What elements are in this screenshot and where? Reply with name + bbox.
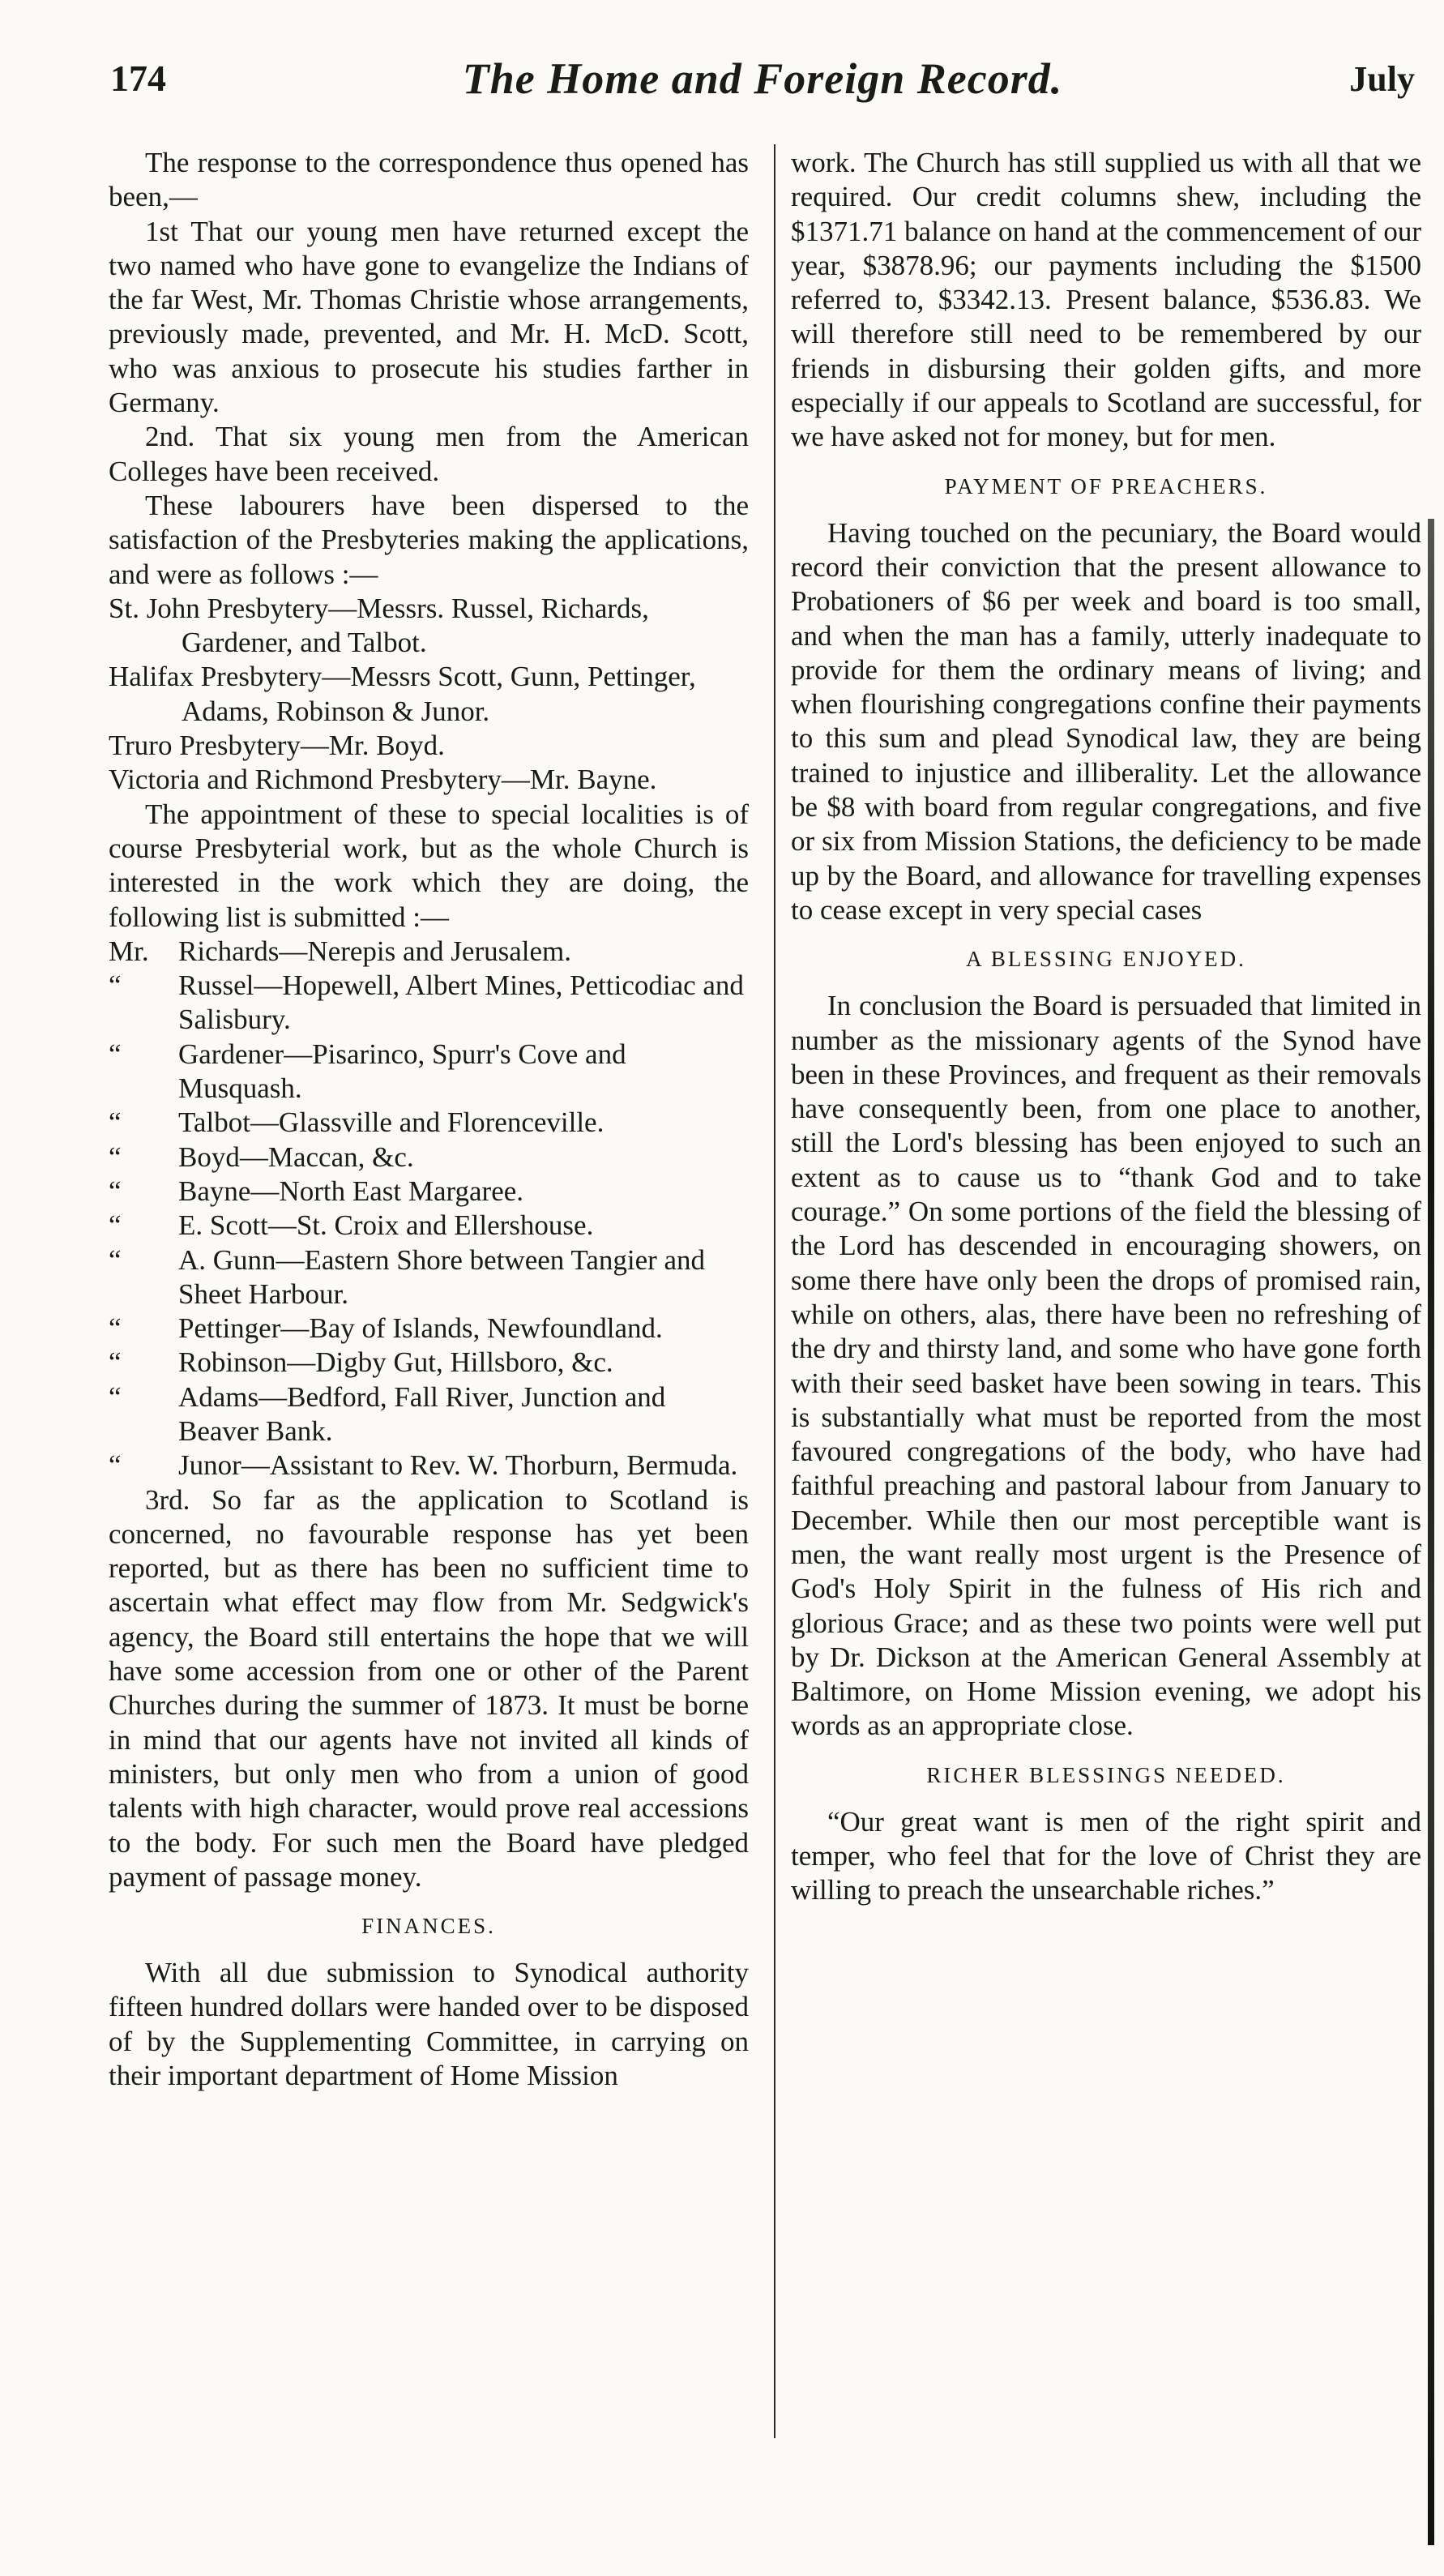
paragraph: 2nd. That six young men from the American Colleges have been received. [109,421,749,487]
page-edge-shadow [1428,519,1434,2545]
left-column [109,146,749,2093]
list-item: Victoria and Richmond Presbytery—Mr. Bayne. [109,764,657,796]
list-prefix: “ [109,1449,122,1482]
page-number: 174 [110,58,166,99]
paragraph: 1st That our young men have returned except the two named who have gone to evangelize the Indians of the far West, Mr. Thomas Christie whose arrangements, previously made, prevented, and Mr. H. McD. Scott, who was anxious to prosecute his studies farther in Germany. [109,215,749,419]
paragraph: With all due submission to Synodical authority fifteen hundred dollars were handed over to be disposed of by the Supplementing Committee, in carrying on their important department of Home Mission [109,1957,749,2092]
paragraph: The appointment of these to special localities is of course Presbyterial work, but as the whole Church is interested in the work which they are doing, the following list is submitted :— [109,798,749,933]
list-item [109,1312,749,1346]
header-month: July [1349,59,1415,99]
list-text: Pettinger—Bay of Islands, Newfoundland. [178,1312,663,1345]
list-item [109,1346,749,1380]
section-heading: RICHER BLESSINGS NEEDED. [926,1762,1286,1787]
list-text: Talbot—Glassville and Florenceville. [178,1106,605,1139]
paragraph: In conclusion the Board is persuaded that limited in number as the missionary agents of the Synod have been in these Provinces, and frequent as their removals have consequently been, from one place to another, still the Lord's blessing has been enjoyed to such an extent as to cause us to “thank God and to take courage.” On some portions of the field the blessing of the Lord has descended in encouraging showers, on some there have only been the drops of promised rain, while on others, alas, there have been no refreshing of the dry and thirsty land, and some who have gone forth with their seed basket have been sowing in tears. This is substantially what must be reported from the most favoured congregations of the body, who have had faithful preaching and pastoral labour from January to December. While then our most perceptible want is men, the want really most urgent is the Presence of God's Holy Spirit in the fulness of His rich and glorious Grace; and as these two points were well put by Dr. Dickson at the American General Assembly at Baltimore, on Home Mission evening, we adopt his words as an appropriate close. [791,990,1421,1742]
paragraph: These labourers have been dispersed to the satisfaction of the Presbyteries making the applications, and were as follows :— [109,489,749,590]
list-text: Boyd—Maccan, &c. [178,1140,414,1173]
paragraph: Having touched on the pecuniary, the Board would record their conviction that the present allowance to Probationers of $6 per week and board is too small, and when the man has a family, utterly inadequate to provide for them the ordinary means of living; and when flourishing congregations confine their payments to this sum and plead Synodical law, they are being trained to injustice and illiberality. Let the allowance be $8 with board from regular congregations, and five or six from Mission Stations, the deficiency to be made up by the Board, and allowance for travelling expenses to cease except in very special cases [791,516,1421,926]
presbytery-list [109,592,749,798]
list-prefix: “ [109,1038,122,1070]
list-item [109,1038,749,1106]
list-item [109,1448,749,1483]
list-item [109,1140,749,1175]
list-prefix: “ [109,969,122,1002]
section-heading: A BLESSING ENJOYED. [966,947,1246,972]
list-prefix: “ [109,1175,122,1207]
paragraph: 3rd. So far as the application to Scotland is concerned, no favourable response has yet been reported, but as there has been no sufficient time to ascertain what effect may flow from Mr. Sedgwick's agency, the Board still entertains the hope that we will have some accession from one or other of the Parent Churches during the summer of 1873. It must be borne in mind that our agents have not invited all kinds of ministers, but only men who from a union of good talents with high character, would prove real accessions to the body. For such men the Board have pledged payment of passage money. [109,1483,749,1893]
journal-title: The Home and Foreign Record. [462,54,1063,103]
list-item: Halifax Presbytery—Messrs Scott, Gunn, Pettinger, Adams, Robinson & Junor. [109,661,696,727]
list-prefix: “ [109,1346,122,1379]
assignment-list [109,935,749,1483]
list-item [109,969,749,1038]
list-item: St. John Presbytery—Messrs. Russel, Richards, Gardener, and Talbot. [109,592,649,659]
page-header [110,50,1415,115]
paragraph: The response to the correspondence thus opened has been,— [109,147,749,213]
list-item [109,1209,749,1243]
list-text: Gardener—Pisarinco, Spurr's Cove and Musquash. [178,1038,626,1105]
list-text: Bayne—North East Margaree. [178,1175,524,1207]
list-item [109,1175,749,1209]
list-prefix: Mr. [109,935,149,967]
list-text: Adams—Bedford, Fall River, Junction and Beaver Bank. [178,1380,666,1447]
list-text: E. Scott—St. Croix and Ellershouse. [178,1209,594,1242]
list-prefix: “ [109,1380,122,1413]
right-column [791,146,1421,1908]
list-item [109,1243,749,1312]
quotation: “Our great want is men of the right spirit and temper, who feel that for the love of Christ they are willing to preach the unsearchable riches.” [791,1805,1421,1906]
list-item: Truro Presbytery—Mr. Boyd. [109,730,445,762]
list-prefix: “ [109,1140,122,1173]
list-text: A. Gunn—Eastern Shore between Tangier and Sheet Harbour. [178,1243,706,1310]
list-text: Junor—Assistant to Rev. W. Thorburn, Bermuda. [178,1449,738,1482]
column-divider [774,144,775,2438]
list-item [109,935,749,969]
list-text: Robinson—Digby Gut, Hillsboro, &c. [178,1346,613,1379]
list-text: Russel—Hopewell, Albert Mines, Petticodiac and Salisbury. [178,969,744,1036]
list-item [109,1380,749,1449]
paragraph: work. The Church has still supplied us with all that we required. Our credit columns shew, including the $1371.71 balance on hand at the commencement of our year, $3878.96; our payments including the $1500 referred to, $3342.13. Present balance, $536.83. We will therefore still need to be remembered by our friends in disbursing their golden gifts, and more especially if our appeals to Scotland are successful, for we have asked not for money, but for men. [791,147,1421,453]
list-text: Richards—Nerepis and Jerusalem. [178,935,571,967]
list-item [109,1106,749,1140]
section-heading: FINANCES. [361,1914,496,1939]
list-prefix: “ [109,1243,122,1276]
list-prefix: “ [109,1106,122,1139]
list-prefix: “ [109,1312,122,1345]
section-heading: PAYMENT OF PREACHERS. [944,473,1268,499]
list-prefix: “ [109,1209,122,1242]
